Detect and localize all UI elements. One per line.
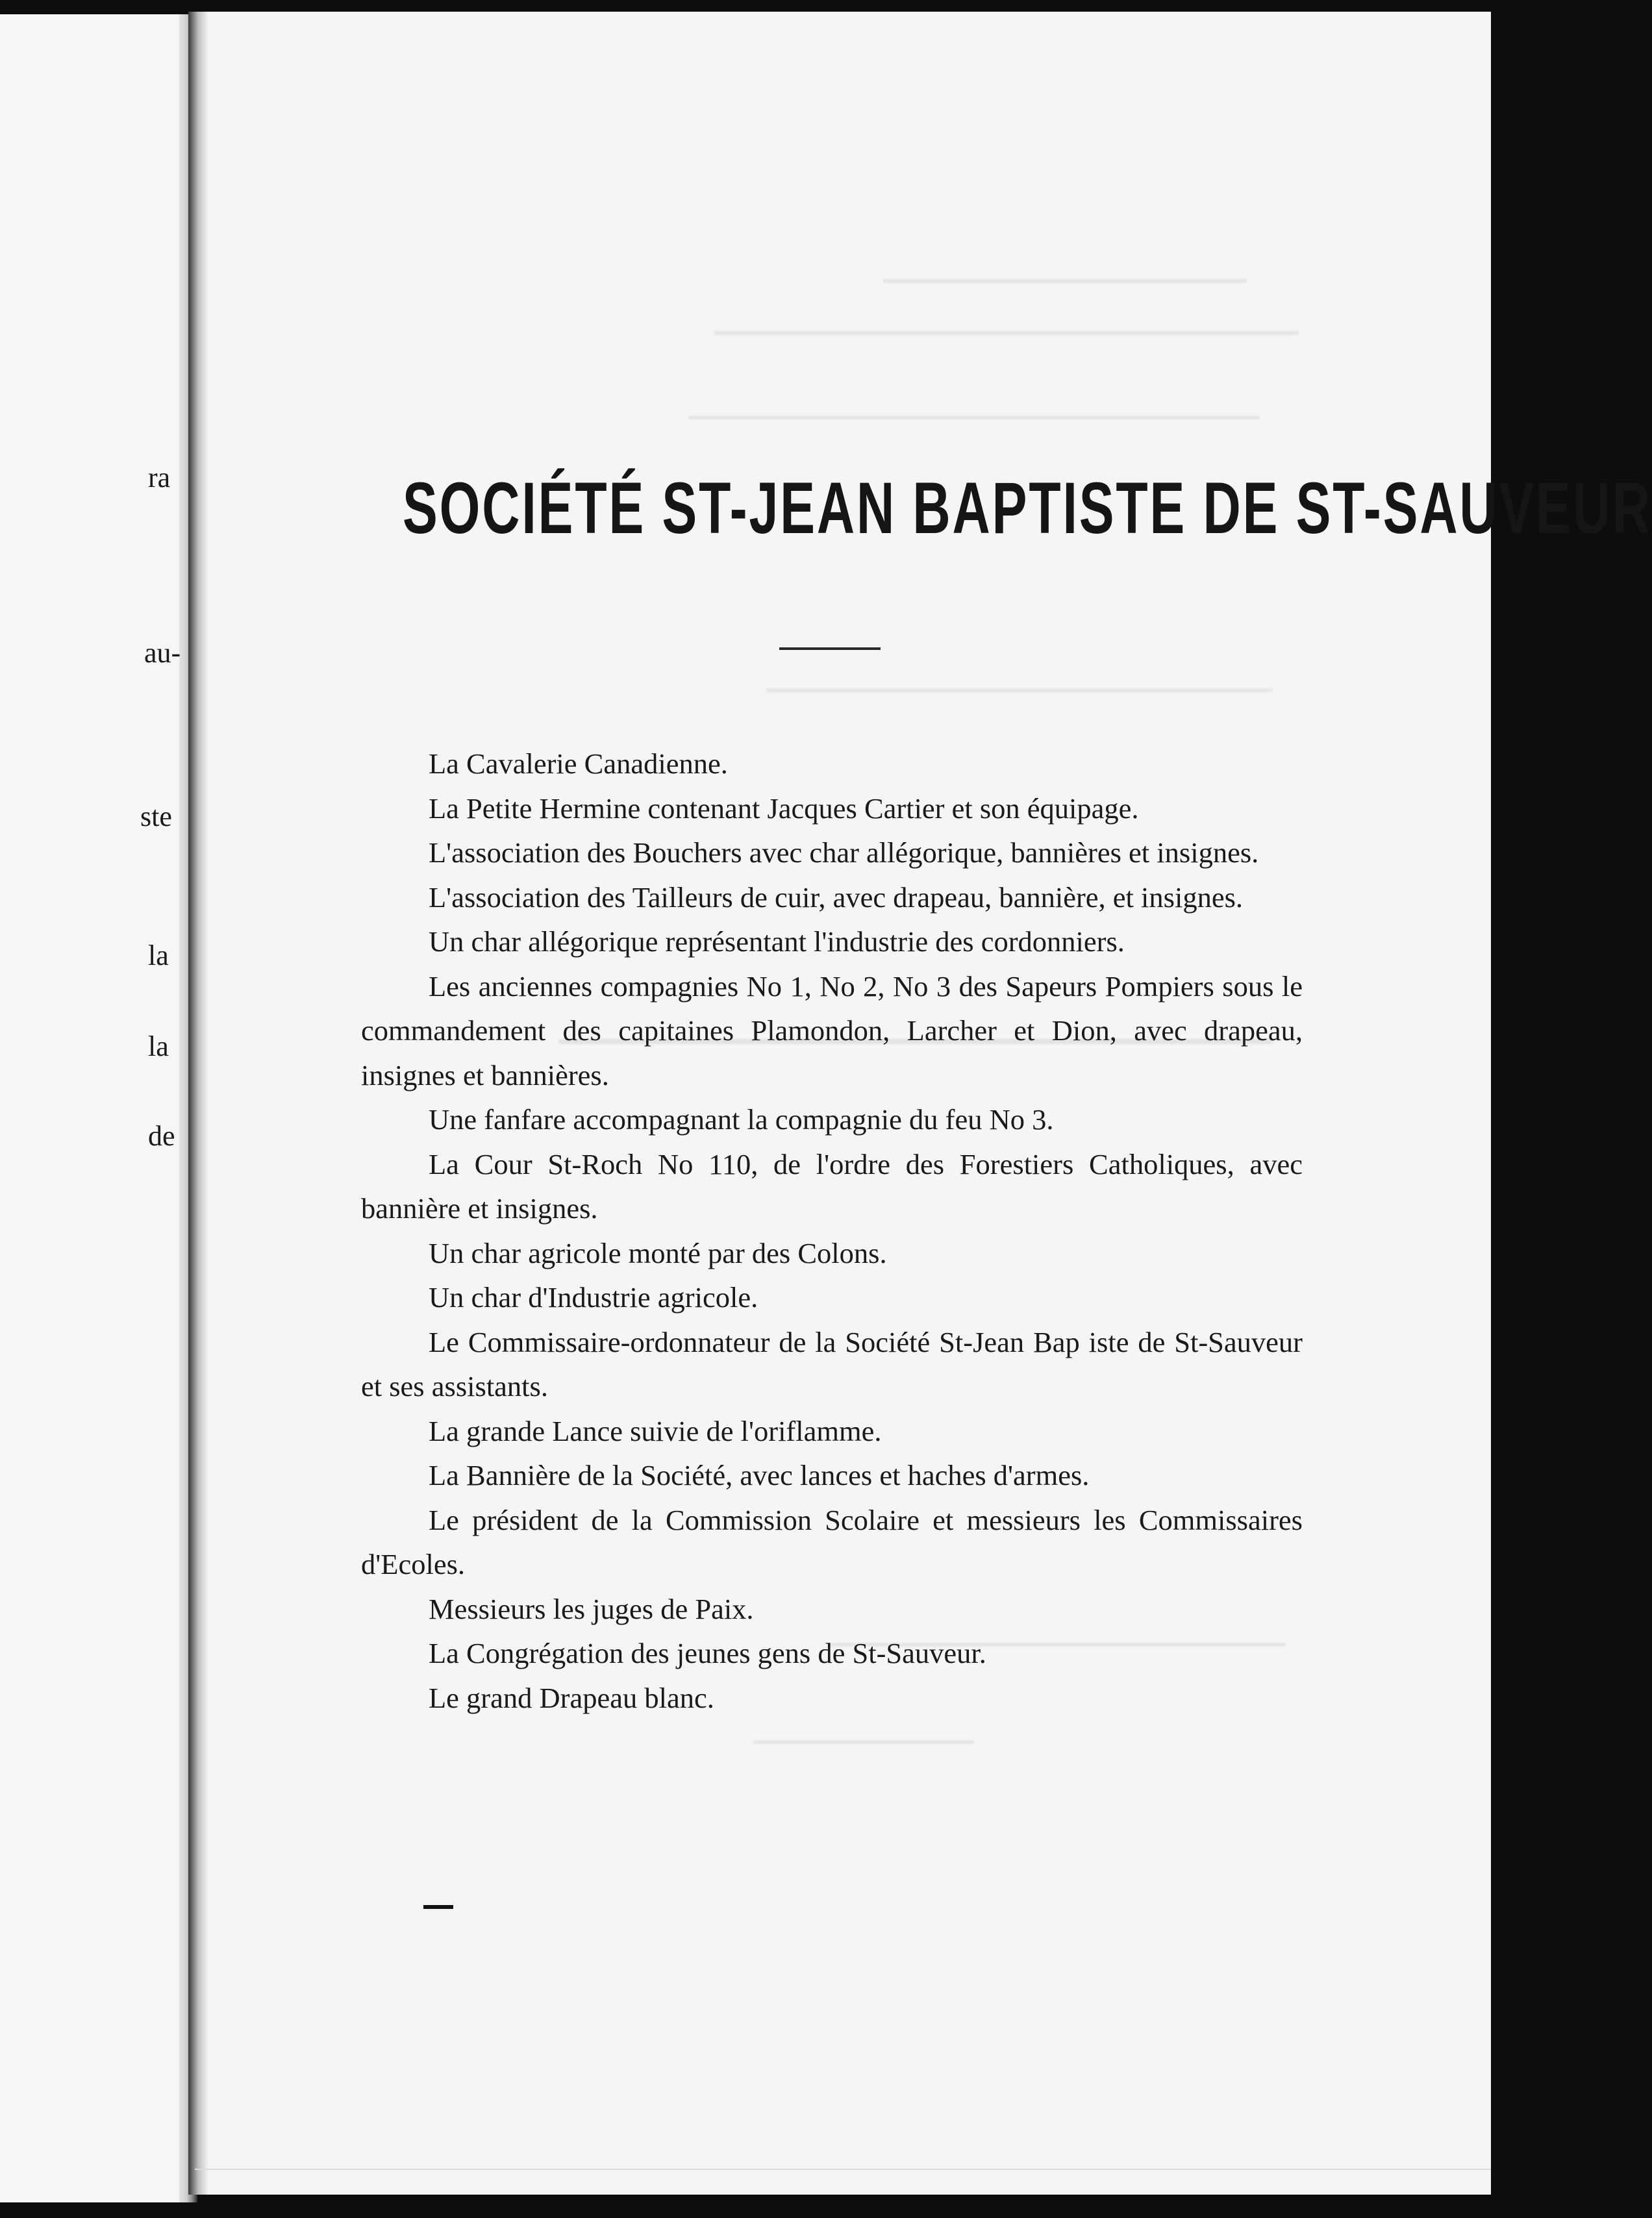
show-through-mark [688,416,1260,419]
page-title: SOCIÉTÉ ST-JEAN BAPTISTE DE ST-SAUVEUR [403,467,1652,549]
ink-mark [423,1905,453,1909]
list-item: Messieurs les juges de Paix. [429,1592,754,1625]
show-through-mark [714,331,1299,335]
list-item: Une fanfare accompagnant la compagnie du feu No 3. [429,1103,1054,1136]
list-item: La grande Lance suivie de l'oriflamme. [429,1414,882,1447]
list-item: L'association des Bouchers avec char allégorique, bannières et insignes. [429,836,1259,869]
list-item: La Cavalerie Canadienne. [429,747,728,780]
title-divider [779,647,881,650]
page-gutter-shadow [188,12,208,2195]
facing-page-fragment: au- [144,637,181,669]
list-item: La Congrégation des jeunes gens de St-Sauveur. [429,1637,986,1669]
page-bottom-edge [195,2169,1491,2170]
facing-page [0,14,187,2202]
facing-page-fragment: la [148,1030,169,1062]
procession-list [361,741,1303,1720]
facing-page-fragment: ra [148,462,171,493]
list-item: L'association des Tailleurs de cuir, avec drapeau, bannière, et insignes. [429,880,1244,914]
facing-page-fragment: la [148,940,169,971]
list-item: Le Commissaire-ordonnateur de la Société St-Jean Bap iste de St-Sauveur et ses assistants. [361,1325,1303,1402]
show-through-mark [753,1740,974,1744]
list-item: Le président de la Commission Scolaire et messieurs les Commissaires d'Ecoles. [361,1503,1303,1580]
facing-page-fragment: de [148,1120,175,1152]
show-through-mark [766,688,1273,692]
list-item: Un char d'Industrie agricole. [429,1281,758,1314]
list-item: La Cour St-Roch No 110, de l'ordre des Forestiers Catholiques, avec bannière et insignes. [361,1147,1303,1225]
facing-page-fragment: ste [140,801,172,832]
list-item: Les anciennes compagnies No 1, No 2, No 3 des Sapeurs Pompiers sous le commandement des capitaines Plamondon, Larcher et Dion, avec drapeau, insignes et bannières. [361,969,1303,1091]
list-item: Un char agricole monté par des Colons. [429,1236,887,1269]
list-item: La Petite Hermine contenant Jacques Cartier et son équipage. [429,791,1139,825]
list-item: La Bannière de la Société, avec lances et haches d'armes. [429,1459,1090,1491]
list-item: Un char allégorique représentant l'industrie des cordonniers. [429,925,1125,958]
show-through-mark [883,279,1247,283]
list-item: Le grand Drapeau blanc. [429,1681,714,1714]
